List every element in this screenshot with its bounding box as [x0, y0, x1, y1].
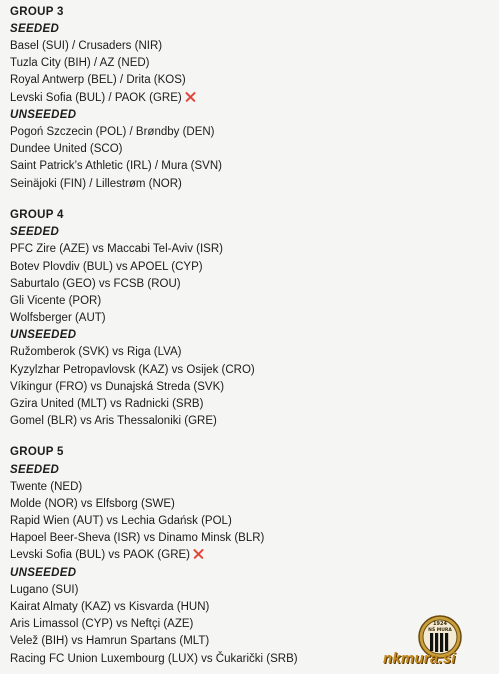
logo-club-name: NŠ MURA: [428, 628, 452, 633]
group-4-unseeded-heading: UNSEEDED: [10, 329, 77, 341]
list-item: Molde (NOR) vs Elfsborg (SWE): [10, 498, 175, 510]
list-item: Ružomberok (SVK) vs Riga (LVA): [10, 346, 182, 358]
list-item-crossed: [10, 547, 205, 564]
list-item: Víkingur (FRO) vs Dunajská Streda (SVK): [10, 381, 225, 393]
list-item: Kyzylzhar Petropavlovsk (KAZ) vs Osijek (CRO): [10, 364, 255, 376]
red-cross-icon: [183, 90, 197, 104]
list-item: Racing FC Union Luxembourg (LUX) vs Čukarički (SRB): [10, 653, 298, 665]
list-item: Aris Limassol (CYP) vs Neftçi (AZE): [10, 618, 194, 630]
list-item: Kairat Almaty (KAZ) vs Kisvarda (HUN): [10, 601, 210, 613]
list-item: Saburtalo (GEO) vs FCSB (ROU): [10, 278, 181, 290]
group-4-title: GROUP 4: [10, 209, 64, 221]
list-item: Basel (SUI) / Crusaders (NIR): [10, 40, 163, 52]
list-item-text: Levski Sofia (BUL) vs PAOK (GRE): [10, 549, 190, 561]
group-3-unseeded-heading: UNSEEDED: [10, 109, 77, 121]
list-item: Saint Patrick’s Athletic (IRL) / Mura (SVN): [10, 160, 222, 172]
list-item: Wolfsberger (AUT): [10, 312, 106, 324]
group-5-seeded-heading: SEEDED: [10, 464, 60, 476]
list-item: Rapid Wien (AUT) vs Lechia Gdańsk (POL): [10, 515, 232, 527]
list-item: Royal Antwerp (BEL) / Drita (KOS): [10, 74, 186, 86]
list-item: Pogoń Szczecin (POL) / Brøndby (DEN): [10, 126, 215, 138]
list-item: Botev Plovdiv (BUL) vs APOEL (CYP): [10, 261, 203, 273]
group-5-unseeded-heading: UNSEEDED: [10, 567, 77, 579]
list-item: Hapoel Beer-Sheva (ISR) vs Dinamo Minsk (BLR): [10, 532, 265, 544]
list-item: Velež (BIH) vs Hamrun Spartans (MLT): [10, 635, 210, 647]
group-3-title: GROUP 3: [10, 6, 64, 18]
red-cross-icon: [191, 547, 205, 561]
list-item: Seinäjoki (FIN) / Lillestrøm (NOR): [10, 178, 182, 190]
group-5-title: GROUP 5: [10, 446, 64, 458]
list-item: PFC Zire (AZE) vs Maccabi Tel-Aviv (ISR): [10, 243, 223, 255]
list-item: Lugano (SUI): [10, 584, 79, 596]
list-item: Gzira United (MLT) vs Radnicki (SRB): [10, 398, 204, 410]
list-item: Tuzla City (BIH) / AZ (NED): [10, 57, 150, 69]
list-item: Gli Vicente (POR): [10, 295, 102, 307]
list-item: Dundee United (SCO): [10, 143, 123, 155]
group-4-seeded-heading: SEEDED: [10, 226, 60, 238]
logo-year: 1924: [433, 621, 447, 627]
list-item-text: Levski Sofia (BUL) / PAOK (GRE): [10, 92, 182, 104]
list-item: Gomel (BLR) vs Aris Thessaloniki (GRE): [10, 415, 217, 427]
group-3-seeded-heading: SEEDED: [10, 23, 60, 35]
list-item: Twente (NED): [10, 481, 83, 493]
list-item-crossed: [10, 90, 197, 107]
site-watermark: nkmura.si: [383, 650, 456, 667]
